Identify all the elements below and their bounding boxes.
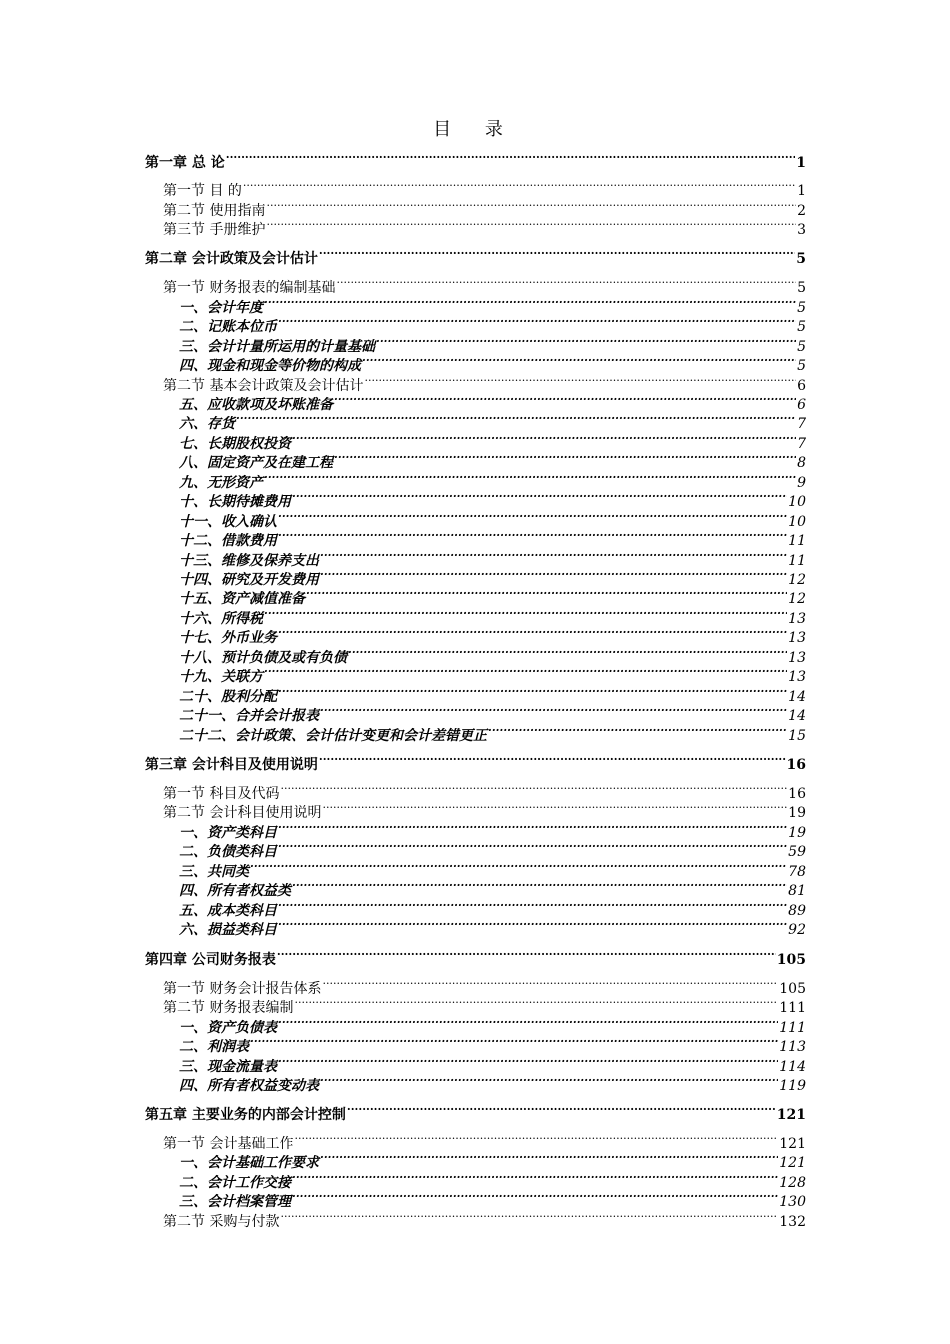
toc-page-number: 128	[779, 1175, 806, 1191]
dot-leader	[292, 429, 796, 448]
toc-entry-label: 第二节 使用指南	[163, 203, 266, 219]
toc-entry-label: 二、记账本位币	[179, 319, 277, 335]
toc-title: 目 录	[433, 119, 517, 140]
toc-page-number: 14	[788, 708, 806, 724]
toc-entry-label: 十三、维修及保养支出	[179, 553, 319, 569]
toc-entry-section[interactable]	[163, 798, 806, 821]
dot-leader	[292, 1187, 778, 1206]
toc-entry-label: 一、资产负债表	[179, 1020, 277, 1036]
toc-entry-section[interactable]	[163, 1207, 806, 1230]
dot-leader	[226, 148, 796, 167]
toc-page-number: 1	[796, 155, 806, 171]
toc-entry-item[interactable]	[179, 409, 806, 432]
dot-leader	[250, 1032, 778, 1051]
dot-leader	[278, 915, 787, 934]
toc-page-number: 19	[788, 805, 806, 821]
toc-entry-label: 一、会计年度	[179, 300, 263, 316]
toc-entry-label: 二十、股利分配	[179, 689, 277, 705]
toc-entry-item[interactable]	[179, 487, 806, 510]
toc-entry-item[interactable]	[179, 390, 806, 413]
dot-leader	[319, 244, 795, 263]
toc-entry-label: 二、会计工作交接	[179, 1175, 291, 1191]
toc-entry-label: 十五、资产减值准备	[179, 591, 305, 607]
toc-page-number: 111	[779, 1000, 806, 1016]
toc-page-number: 89	[788, 903, 806, 919]
toc-page-number: 5	[797, 339, 806, 355]
toc-page-number: 13	[788, 611, 806, 627]
toc-page-number: 10	[788, 514, 806, 530]
dot-leader	[278, 507, 787, 526]
toc-entry-label: 第五章 主要业务的内部会计控制	[145, 1107, 346, 1123]
dot-leader	[243, 176, 796, 195]
toc-entry-item[interactable]	[179, 643, 806, 666]
dot-leader	[250, 857, 787, 876]
toc-page-number: 105	[779, 981, 806, 997]
toc-entry-item[interactable]	[179, 1032, 806, 1055]
toc-entry-label: 九、无形资产	[179, 475, 263, 491]
toc-entry-label: 十、长期待摊费用	[179, 494, 291, 510]
toc-entry-item[interactable]	[179, 1013, 806, 1036]
toc-entry-item[interactable]	[179, 293, 806, 316]
toc-entry-label: 十六、所得税	[179, 611, 263, 627]
toc-page-number: 5	[797, 319, 806, 335]
dot-leader	[292, 487, 787, 506]
dot-leader	[322, 974, 778, 993]
toc-entry-item[interactable]	[179, 857, 806, 880]
dot-leader	[292, 876, 787, 895]
dot-leader	[376, 332, 796, 351]
toc-entry-item[interactable]	[179, 682, 806, 705]
toc-entry-item[interactable]	[179, 623, 806, 646]
toc-entry-label: 五、应收款项及坏账准备	[179, 397, 333, 413]
dot-leader	[264, 468, 796, 487]
dot-leader	[348, 643, 787, 662]
dot-leader	[334, 390, 796, 409]
toc-page-number: 92	[788, 922, 806, 938]
toc-page-number: 11	[788, 533, 806, 549]
toc-page-number: 5	[797, 300, 806, 316]
toc-entry-item[interactable]	[179, 1052, 806, 1075]
dot-leader	[278, 623, 787, 642]
toc-page-number: 113	[779, 1039, 806, 1055]
toc-page-number: 10	[788, 494, 806, 510]
toc-page-number: 132	[779, 1214, 806, 1230]
toc-page-number: 6	[797, 378, 806, 394]
toc-page-number: 78	[788, 864, 806, 880]
toc-entry-label: 第一章 总 论	[145, 155, 225, 171]
toc-entry-section[interactable]	[163, 1129, 806, 1152]
dot-leader	[362, 351, 796, 370]
dot-leader	[294, 993, 778, 1012]
dot-leader	[294, 1129, 778, 1148]
dot-leader	[364, 371, 796, 390]
toc-page-number: 19	[788, 825, 806, 841]
dot-leader	[292, 1168, 778, 1187]
toc-page-number: 114	[779, 1059, 806, 1075]
toc-entry-item[interactable]	[179, 1148, 806, 1171]
toc-entry-label: 第一节 科目及代码	[163, 786, 280, 802]
dot-leader	[278, 312, 796, 331]
toc-entry-section[interactable]	[163, 176, 806, 199]
dot-leader	[306, 584, 787, 603]
toc-page-number: 81	[788, 883, 806, 899]
toc-entry-section[interactable]	[163, 993, 806, 1016]
toc-entry-item[interactable]	[179, 565, 806, 588]
toc-page-number: 15	[788, 728, 806, 744]
dot-leader	[278, 526, 787, 545]
dot-leader	[488, 721, 787, 740]
toc-entry-section[interactable]	[163, 779, 806, 802]
toc-page-number: 11	[788, 553, 806, 569]
toc-page-number: 7	[797, 416, 806, 432]
toc-page-number: 16	[788, 786, 806, 802]
dot-leader	[319, 750, 786, 769]
toc-entry-item[interactable]	[179, 546, 806, 569]
toc-entry-item[interactable]	[179, 584, 806, 607]
toc-entry-label: 四、所有者权益类	[179, 883, 291, 899]
dot-leader	[236, 409, 796, 428]
toc-entry-item[interactable]	[179, 448, 806, 471]
toc-entry-chapter[interactable]	[145, 750, 806, 773]
toc-entry-item[interactable]	[179, 1071, 806, 1094]
toc-entry-label: 八、固定资产及在建工程	[179, 455, 333, 471]
toc-page-number: 13	[788, 669, 806, 685]
toc-entry-item[interactable]	[179, 351, 806, 374]
toc-page-number: 13	[788, 650, 806, 666]
dot-leader	[264, 662, 787, 681]
toc-page-number: 121	[776, 1107, 806, 1123]
dot-leader	[322, 798, 787, 817]
dot-leader	[278, 1013, 778, 1032]
toc-entry-label: 三、会计计量所运用的计量基础	[179, 339, 375, 355]
dot-leader	[336, 273, 796, 292]
dot-leader	[266, 196, 796, 215]
toc-page-number: 6	[797, 397, 806, 413]
toc-entry-section[interactable]	[163, 273, 806, 296]
toc-entry-label: 第二章 会计政策及会计估计	[145, 251, 318, 267]
toc-page-number: 5	[797, 280, 806, 296]
toc-entry-item[interactable]	[179, 312, 806, 335]
dot-leader	[278, 818, 787, 837]
toc-page-number: 1	[797, 183, 806, 199]
dot-leader	[347, 1100, 776, 1119]
toc-entry-label: 二十二、会计政策、会计估计变更和会计差错更正	[179, 728, 487, 744]
toc-page-number: 14	[788, 689, 806, 705]
toc-entry-label: 第二节 采购与付款	[163, 1214, 280, 1230]
toc-page-number: 12	[788, 591, 806, 607]
dot-leader	[278, 682, 787, 701]
toc-entry-label: 五、成本类科目	[179, 903, 277, 919]
toc-entry-item[interactable]	[179, 721, 806, 744]
dot-leader	[320, 546, 787, 565]
toc-page-number: 12	[788, 572, 806, 588]
toc-entry-label: 第一节 会计基础工作	[163, 1136, 294, 1152]
toc-entry-chapter[interactable]	[145, 148, 806, 171]
toc-entry-label: 第一节 财务报表的编制基础	[163, 280, 336, 296]
dot-leader	[320, 1148, 778, 1167]
dot-leader	[277, 945, 776, 964]
toc-entry-item[interactable]	[179, 1187, 806, 1210]
toc-entry-label: 第一节 财务会计报告体系	[163, 981, 322, 997]
toc-entry-label: 十四、研究及开发费用	[179, 572, 319, 588]
toc-entry-label: 第三章 会计科目及使用说明	[145, 757, 318, 773]
dot-leader	[266, 215, 796, 234]
toc-entry-label: 三、现金流量表	[179, 1059, 277, 1075]
toc-page-number: 8	[797, 455, 806, 471]
toc-entry-label: 一、资产类科目	[179, 825, 277, 841]
toc-entry-label: 七、长期股权投资	[179, 436, 291, 452]
toc-page-number: 16	[786, 757, 806, 773]
toc-entry-label: 第二节 基本会计政策及会计估计	[163, 378, 364, 394]
toc-page-number: 13	[788, 630, 806, 646]
toc-entry-section[interactable]	[163, 196, 806, 219]
toc-entry-label: 十九、关联方	[179, 669, 263, 685]
toc-entry-item[interactable]	[179, 468, 806, 491]
toc-page-number: 3	[797, 222, 806, 238]
toc-entry-label: 四、所有者权益变动表	[179, 1078, 319, 1094]
toc-entry-item[interactable]	[179, 604, 806, 627]
toc-entry-item[interactable]	[179, 837, 806, 860]
toc-entry-item[interactable]	[179, 332, 806, 355]
dot-leader	[320, 701, 787, 720]
toc-entry-item[interactable]	[179, 662, 806, 685]
toc-entry-label: 六、存货	[179, 416, 235, 432]
toc-entry-label: 三、共同类	[179, 864, 249, 880]
toc-page-number: 121	[779, 1136, 806, 1152]
toc-entry-label: 二十一、合并会计报表	[179, 708, 319, 724]
toc-entry-item[interactable]	[179, 876, 806, 899]
toc-entry-label: 一、会计基础工作要求	[179, 1155, 319, 1171]
dot-leader	[264, 604, 787, 623]
toc-entry-item[interactable]	[179, 526, 806, 549]
toc-entry-item[interactable]	[179, 818, 806, 841]
toc-entry-label: 十七、外币业务	[179, 630, 277, 646]
toc-page-number: 9	[797, 475, 806, 491]
toc-entry-label: 十二、借款费用	[179, 533, 277, 549]
toc-entry-label: 二、负债类科目	[179, 844, 277, 860]
dot-leader	[264, 293, 796, 312]
toc-entry-label: 十八、预计负债及或有负债	[179, 650, 347, 666]
toc-entry-label: 第三节 手册维护	[163, 222, 266, 238]
toc-page-number: 2	[797, 203, 806, 219]
toc-entry-label: 二、利润表	[179, 1039, 249, 1055]
toc-entry-label: 第四章 公司财务报表	[145, 952, 276, 968]
toc-page-number: 130	[779, 1194, 806, 1210]
toc-page-number: 5	[797, 358, 806, 374]
toc-entry-label: 六、损益类科目	[179, 922, 277, 938]
toc-entry-section[interactable]	[163, 371, 806, 394]
dot-leader	[278, 896, 787, 915]
toc-page-number: 121	[779, 1155, 806, 1171]
dot-leader	[278, 837, 787, 856]
toc-entry-section[interactable]	[163, 974, 806, 997]
toc-page-number: 105	[776, 952, 806, 968]
dot-leader	[320, 1071, 778, 1090]
toc-entry-item[interactable]	[179, 701, 806, 724]
toc-page-number: 7	[797, 436, 806, 452]
toc-entry-item[interactable]	[179, 1168, 806, 1191]
toc-page-number: 119	[779, 1078, 806, 1094]
toc-page-number: 5	[796, 251, 806, 267]
toc-entry-item[interactable]	[179, 896, 806, 919]
toc-page-number: 111	[779, 1020, 806, 1036]
toc-entry-label: 第二节 财务报表编制	[163, 1000, 294, 1016]
toc-entry-label: 十一、收入确认	[179, 514, 277, 530]
dot-leader	[280, 779, 787, 798]
dot-leader	[278, 1052, 778, 1071]
toc-entry-chapter[interactable]	[145, 945, 806, 968]
toc-entry-label: 第一节 目 的	[163, 183, 242, 199]
toc-page-number: 59	[788, 844, 806, 860]
toc-entry-label: 四、现金和现金等价物的构成	[179, 358, 361, 374]
toc-entry-label: 三、会计档案管理	[179, 1194, 291, 1210]
toc-entry-item[interactable]	[179, 507, 806, 530]
toc-entry-label: 第二节 会计科目使用说明	[163, 805, 322, 821]
toc-entry-item[interactable]	[179, 915, 806, 938]
dot-leader	[280, 1207, 778, 1226]
toc-entry-item[interactable]	[179, 429, 806, 452]
toc-entry-section[interactable]	[163, 215, 806, 238]
dot-leader	[334, 448, 796, 467]
toc-entry-chapter[interactable]	[145, 1100, 806, 1123]
toc-entry-chapter[interactable]	[145, 244, 806, 267]
dot-leader	[320, 565, 787, 584]
